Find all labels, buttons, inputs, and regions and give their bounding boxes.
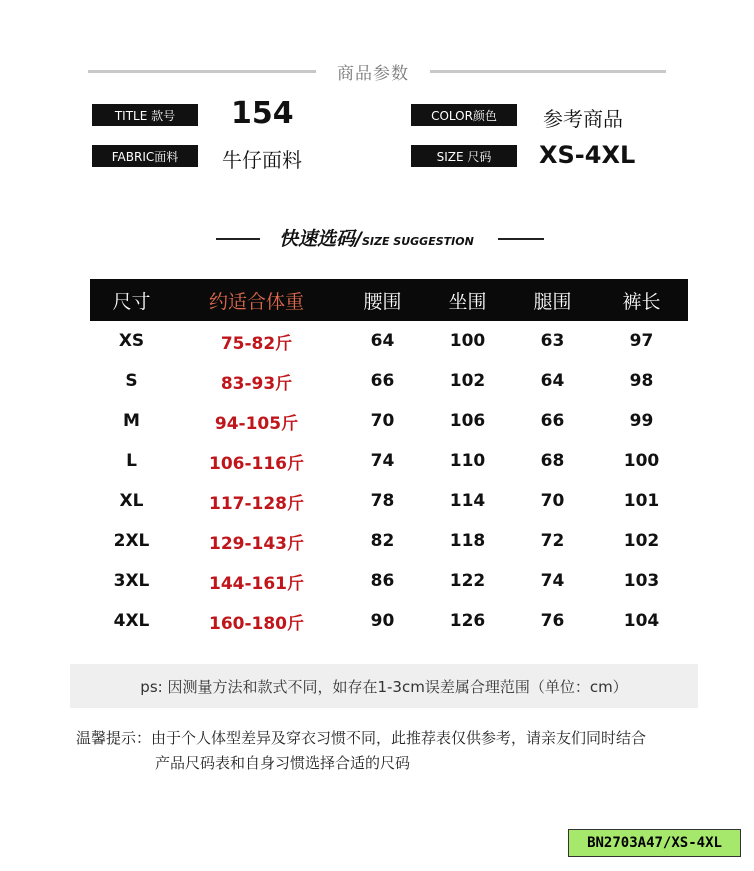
cell-weight: 106-116斤 [208, 453, 305, 474]
cell-size: 4XL [113, 611, 150, 631]
tip-line-1: 温馨提示：由于个人体型差异及穿衣习惯不同，此推荐表仅供参考，请亲友们同时结合 [76, 729, 647, 747]
params-divider-right [430, 70, 666, 73]
qs-dash-right [498, 238, 544, 240]
cell-waist: 66 [370, 371, 395, 391]
cell-hip: 106 [449, 411, 486, 431]
table-row [90, 561, 688, 601]
cell-hip: 110 [449, 451, 486, 471]
cell-size: XL [119, 491, 144, 511]
cell-waist: 78 [370, 491, 395, 511]
quick-select-title-cn: 快速选码/ [279, 228, 362, 250]
product-code-badge: BN2703A47/XS-4XL [568, 829, 741, 857]
title-tag: TITLE 款号 [92, 104, 198, 126]
cell-length: 102 [623, 531, 660, 551]
cell-size: 2XL [113, 531, 150, 551]
size-value: XS-4XL [539, 141, 636, 169]
cell-thigh: 66 [540, 411, 565, 431]
table-row [90, 521, 688, 561]
cell-length: 104 [623, 611, 660, 631]
header-size: 尺寸 [90, 279, 173, 321]
cell-waist: 74 [370, 451, 395, 471]
table-header-row [90, 279, 688, 321]
params-title: 商品参数 [337, 64, 409, 84]
table-row [90, 361, 688, 401]
cell-weight: 83-93斤 [220, 373, 293, 394]
table-row [90, 441, 688, 481]
quick-select-title [279, 224, 474, 251]
cell-thigh: 76 [540, 611, 565, 631]
fabric-value: 牛仔面料 [222, 148, 302, 172]
cell-waist: 90 [370, 611, 395, 631]
header-length: 裤长 [595, 279, 688, 321]
cell-thigh: 74 [540, 571, 565, 591]
fabric-tag: FABRIC面料 [92, 145, 198, 167]
cell-weight: 94-105斤 [214, 413, 299, 434]
cell-hip: 100 [449, 331, 486, 351]
cell-thigh: 68 [540, 451, 565, 471]
color-value: 参考商品 [543, 107, 623, 131]
cell-weight: 75-82斤 [220, 333, 293, 354]
cell-hip: 126 [449, 611, 486, 631]
title-value: 154 [231, 96, 294, 131]
cell-hip: 122 [449, 571, 486, 591]
cell-hip: 102 [449, 371, 486, 391]
header-hip: 坐围 [425, 279, 510, 321]
cell-waist: 82 [370, 531, 395, 551]
tip-text [76, 726, 706, 776]
cell-thigh: 72 [540, 531, 565, 551]
cell-length: 101 [623, 491, 660, 511]
size-table [90, 279, 688, 641]
cell-thigh: 63 [540, 331, 565, 351]
cell-length: 103 [623, 571, 660, 591]
quick-select-title-en: SIZE SUGGESTION [361, 235, 474, 248]
header-waist: 腰围 [340, 279, 425, 321]
cell-weight: 129-143斤 [208, 533, 305, 554]
header-thigh: 腿围 [510, 279, 595, 321]
cell-hip: 114 [449, 491, 486, 511]
cell-size: L [126, 451, 137, 471]
cell-weight: 144-161斤 [208, 573, 305, 594]
tip-line-2: 产品尺码表和自身习惯选择合适的尺码 [155, 754, 411, 772]
color-tag: COLOR颜色 [411, 104, 517, 126]
cell-waist: 86 [370, 571, 395, 591]
qs-dash-left [216, 238, 260, 240]
cell-length: 100 [623, 451, 660, 471]
measurement-note: ps: 因测量方法和款式不同，如存在1-3cm误差属合理范围（单位：cm） [70, 664, 698, 708]
params-divider-left [88, 70, 316, 73]
cell-size: S [125, 371, 138, 391]
table-row [90, 401, 688, 441]
table-row [90, 481, 688, 521]
cell-length: 97 [629, 331, 654, 351]
cell-length: 99 [629, 411, 654, 431]
cell-hip: 118 [449, 531, 486, 551]
cell-thigh: 70 [540, 491, 565, 511]
cell-waist: 64 [370, 331, 395, 351]
cell-size: 3XL [113, 571, 150, 591]
table-row [90, 321, 688, 361]
cell-weight: 117-128斤 [208, 493, 305, 514]
cell-length: 98 [629, 371, 654, 391]
cell-size: M [123, 411, 140, 431]
cell-size: XS [118, 331, 145, 351]
cell-waist: 70 [370, 411, 395, 431]
table-row [90, 601, 688, 641]
cell-weight: 160-180斤 [208, 613, 305, 634]
header-weight: 约适合体重 [173, 279, 340, 321]
size-tag: SIZE 尺码 [411, 145, 517, 167]
cell-thigh: 64 [540, 371, 565, 391]
